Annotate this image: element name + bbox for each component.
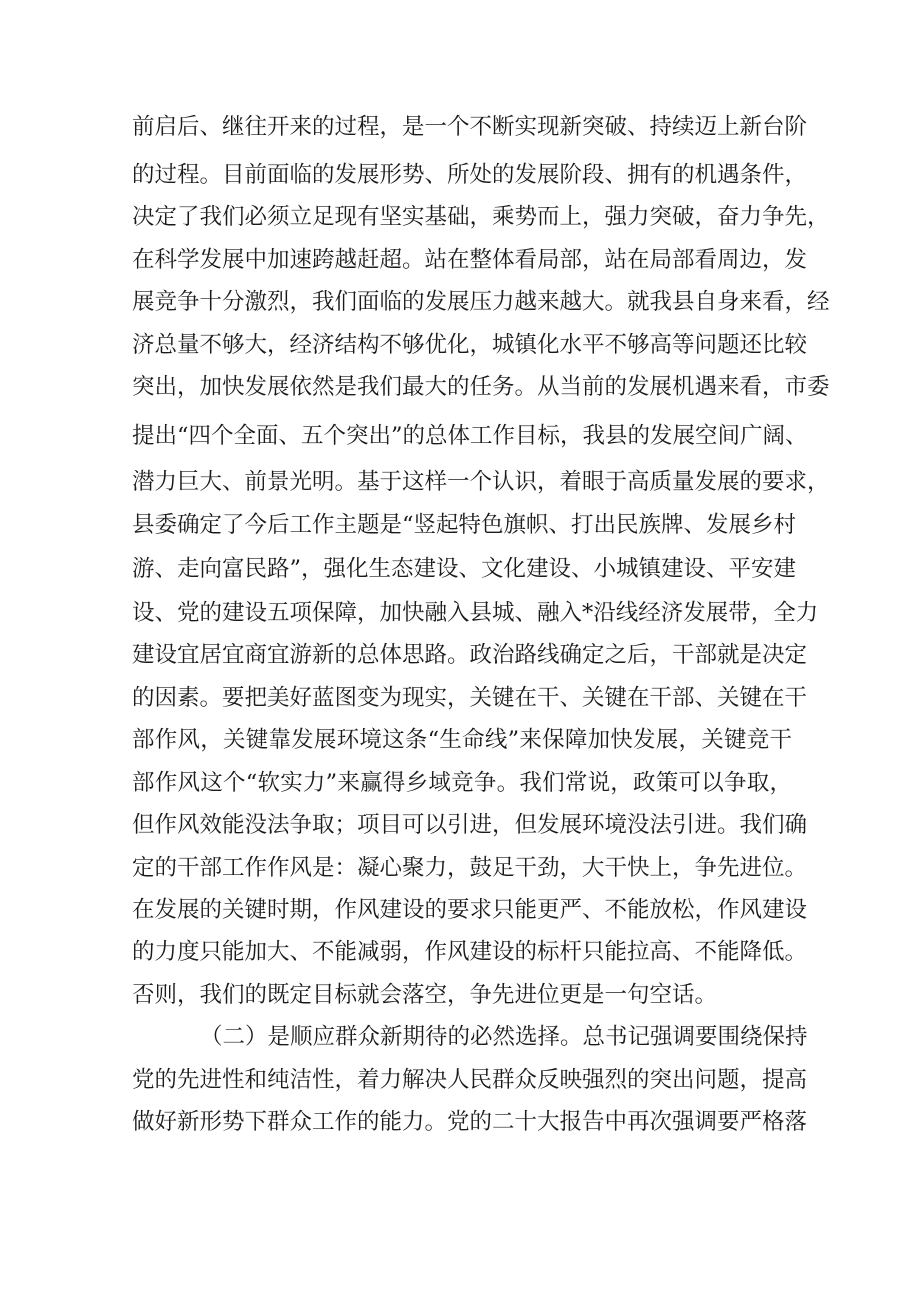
text-line: 但作风效能没法争取；项目可以引进，但发展环境没法引进。我们确 (132, 812, 808, 838)
text-line: 的过程。目前面临的发展形势、所处的发展阶段、拥有的机遇条件， (132, 162, 808, 188)
text-line: 县委确定了今后工作主题是“竖起特色旗帜、打出民族牌、发展乡村 (132, 512, 797, 538)
text-line: 部作风这个“软实力”来赢得乡域竞争。我们常说，政策可以争取， (132, 770, 792, 796)
text-line: 建设宜居宜商宜游新的总体思路。政治路线确定之后，干部就是决定 (132, 642, 808, 668)
section-heading-line: （二）是顺应群众新期待的必然选择。总书记强调要围绕保持 (200, 1024, 808, 1050)
text-line: 否则，我们的既定目标就会落空，争先进位更是一句空话。 (132, 982, 718, 1008)
text-line: 决定了我们必须立足现有坚实基础，乘势而上，强力突破，奋力争先， (132, 204, 830, 230)
text-line: 济总量不够大，经济结构不够优化，城镇化水平不够高等问题还比较 (132, 332, 808, 358)
text-line: 部作风，关键靠发展环境这条“生命线”来保障加快发展，关键竞干 (132, 727, 792, 753)
text-line: 做好新形势下群众工作的能力。党的二十大报告中再次强调要严格落 (132, 1109, 808, 1135)
text-line: 的力度只能加大、不能减弱，作风建设的标杆只能拉高、不能降低。 (132, 939, 808, 965)
text-line: 潜力巨大、前景光明。基于这样一个认识，着眼于高质量发展的要求， (132, 469, 830, 495)
text-line: 游、走向富民路”，强化生态建设、文化建设、小城镇建设、平安建 (132, 556, 797, 582)
text-line: 展竞争十分激烈，我们面临的发展压力越来越大。就我县自身来看，经 (132, 289, 830, 315)
text-line: 定的干部工作作风是：凝心聚力，鼓足干劲，大干快上，争先进位。 (132, 855, 808, 881)
text-line: 在科学发展中加速跨越赶超。站在整体看局部，站在局部看周边，发 (132, 247, 808, 273)
text-line: 设、党的建设五项保障，加快融入县城、融入*沿线经济发展带，全力 (132, 600, 819, 626)
text-line: 在发展的关键时期，作风建设的要求只能更严、不能放松，作风建设 (132, 897, 808, 923)
text-line: 党的先进性和纯洁性，着力解决人民群众反映强烈的突出问题，提高 (132, 1067, 808, 1093)
text-line: 前启后、继往开来的过程，是一个不断实现新突破、持续迈上新台阶 (132, 114, 808, 140)
text-line: 的因素。要把美好蓝图变为现实，关键在干、关键在干部、关键在干 (132, 685, 808, 711)
text-line: 提出“四个全面、五个突出”的总体工作目标，我县的发展空间广阔、 (132, 423, 808, 449)
text-line: 突出，加快发展依然是我们最大的任务。从当前的发展机遇来看，市委 (132, 374, 830, 400)
